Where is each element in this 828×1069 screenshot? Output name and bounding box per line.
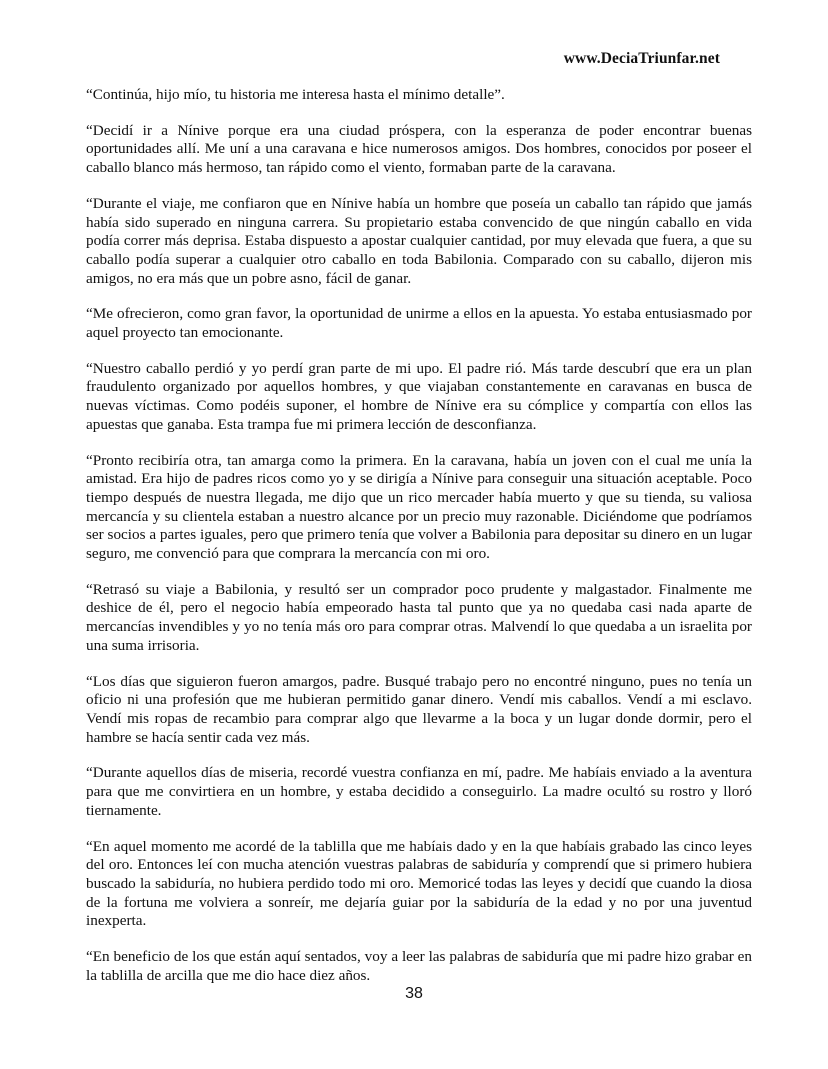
paragraph: “Decidí ir a Nínive porque era una ciudad próspera, con la esperanza de poder encontrar buenas oportunidades allí. Me uní a una caravana e hice numerosos amigos. Dos hombres, conocidos por poseer el caballo blanco más hermoso, tan rápido como el viento, formaban parte de la caravana. <box>86 121 752 177</box>
paragraph: “Pronto recibiría otra, tan amarga como la primera. En la caravana, había un joven con el cual me unía la amistad. Era hijo de padres ricos como yo y se dirigía a Nínive para conseguir una situación aceptable. Poco tiempo después de nuestra llegada, me dijo que un rico mercader había muerto y que su tienda, su valiosa mercancía y su clientela estaban a nuestro alcance por un precio muy razonable. Diciéndome que podríamos ser socios a partes iguales, pero que primero tenía que volver a Babilonia para depositar su dinero en un lugar seguro, me convenció para que comprara la mercancía con mi oro. <box>86 451 752 563</box>
paragraph: “En beneficio de los que están aquí sentados, voy a leer las palabras de sabiduría que mi padre hizo grabar en la tablilla de arcilla que me dio hace diez años. <box>86 948 752 984</box>
body-text <box>86 86 752 1002</box>
paragraph: “Me ofrecieron, como gran favor, la oportunidad de unirme a ellos en la apuesta. Yo estaba entusiasmado por aquel proyecto tan emocionante. <box>86 305 752 342</box>
paragraph: “En aquel momento me acordé de la tablilla que me habíais dado y en la que habíais grabado las cinco leyes del oro. Entonces leí con mucha atención vuestras palabras de sabiduría y comprendí que si primero hubiera buscado la sabiduría, no hubiera perdido todo mi oro. Memoricé todas las leyes y decidí que cuando la diosa de la fortuna me volviera a sonreír, me dejaría guiar por la sabiduría de la edad y no por una juventud inexperta. <box>86 837 752 930</box>
page-number: 38 <box>405 985 423 1002</box>
paragraph: “Durante el viaje, me confiaron que en Nínive había un hombre que poseía un caballo tan rápido que jamás había sido superado en ninguna carrera. Su propietario estaba convencido de que ningún caballo en vida podía correr más deprisa. Estaba dispuesto a apostar cualquier cantidad, por muy elevada que fuera, a que su caballo podía superar a cualquier otro caballo en toda Babilonia. Comparado con su caballo, dijeron mis amigos, no era más que un pobre asno, fácil de ganar. <box>86 194 752 287</box>
site-url-header: www.DeciaTriunfar.net <box>563 50 720 67</box>
paragraph: “Los días que siguieron fueron amargos, padre. Busqué trabajo pero no encontré ninguno, pues no tenía un oficio ni una profesión que me hubieran permitido ganar dinero. Vendí mis caballos. Vendí a mi esclavo. Vendí mis ropas de recambio para comprar algo que llevarme a la boca y un lugar donde dormir, pero el hambre se hacía sentir cada vez más. <box>86 672 752 746</box>
paragraph: “Retrasó su viaje a Babilonia, y resultó ser un comprador poco prudente y malgastador. Finalmente me deshice de él, pero el negocio había empeorado hasta tal punto que ya no quedaba casi nada aparte de mercancías invendibles y yo no tenía más oro para comprar otras. Malvendí lo que quedaba a un israelita por una suma irrisoria. <box>86 580 752 654</box>
paragraph: “Continúa, hijo mío, tu historia me interesa hasta el mínimo detalle”. <box>86 86 505 103</box>
paragraph: “Durante aquellos días de miseria, recordé vuestra confianza en mí, padre. Me habíais enviado a la aventura para que me convirtiera en un hombre, y estaba decidido a conseguirlo. La madre ocultó su rostro y lloró tiernamente. <box>86 764 752 819</box>
paragraph: “Nuestro caballo perdió y yo perdí gran parte de mi upo. El padre rió. Más tarde descubrí que era un plan fraudulento organizado por aquellos hombres, y que viajaban constantemente en caravanas en busca de nuevas víctimas. Como podéis suponer, el hombre de Nínive era su cómplice y compartía con ellos las apuestas que ganaba. Esta trampa fue mi primera lección de desconfianza. <box>86 359 752 433</box>
